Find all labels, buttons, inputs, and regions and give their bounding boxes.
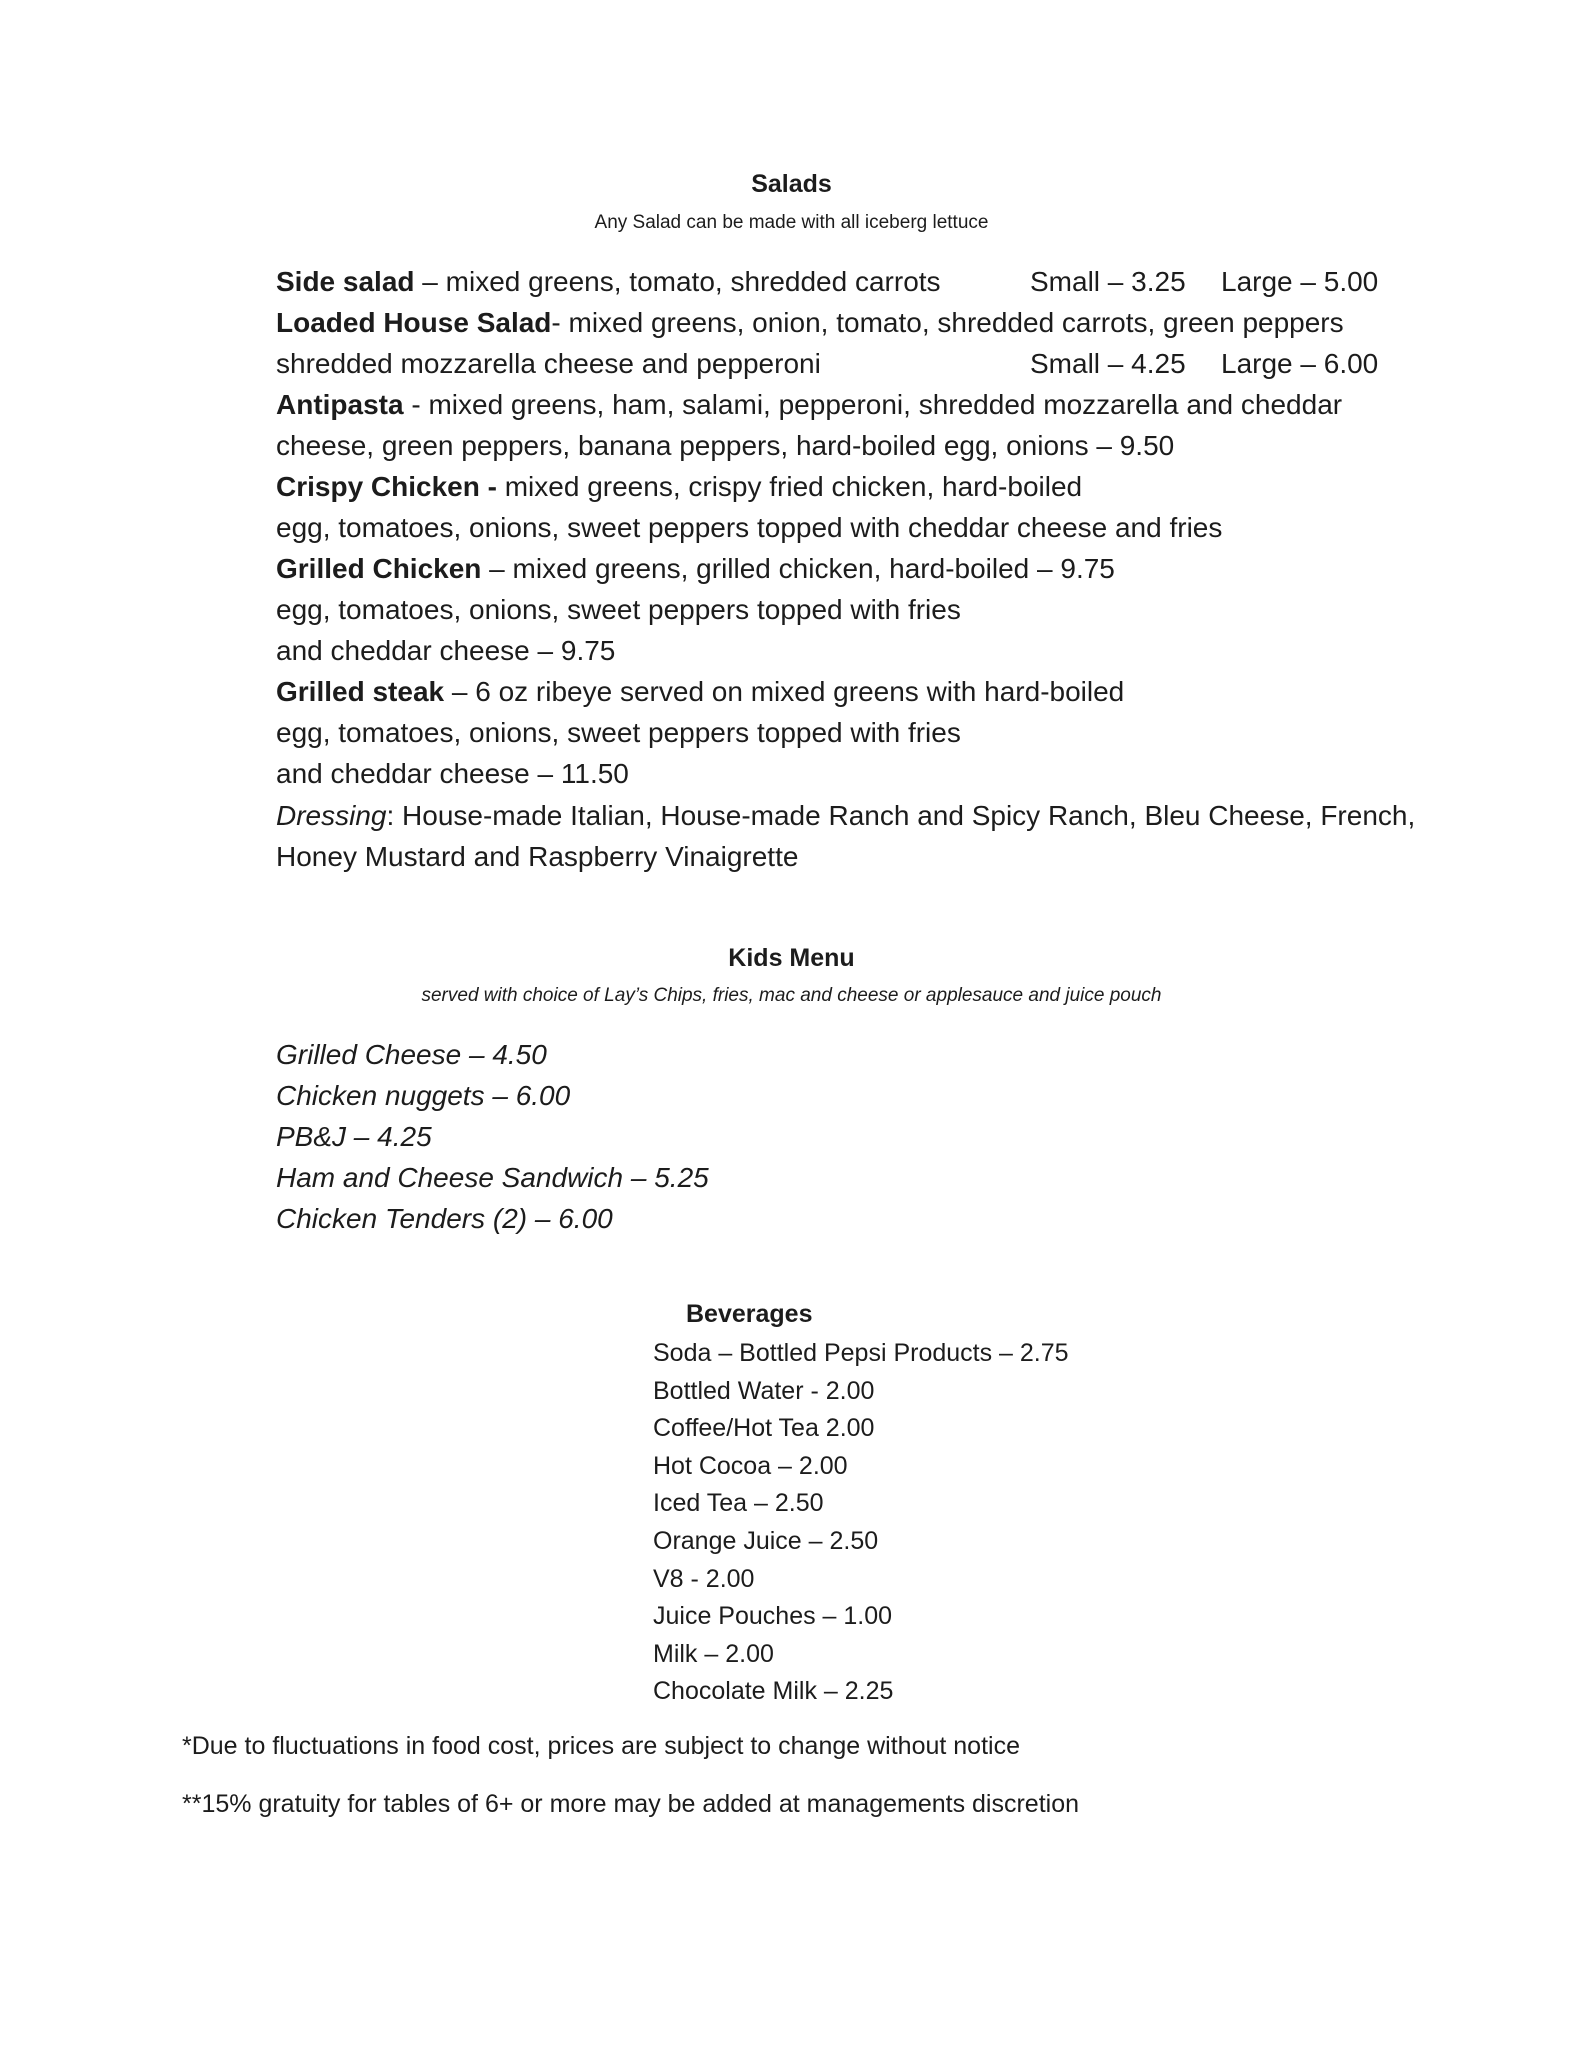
gratuity-notice: **15% gratuity for tables of 6+ or more may be added at managements discretion <box>182 1790 1080 1818</box>
beverage-item: V8 - 2.00 <box>653 1565 755 1593</box>
grilled-chicken-desc-2: egg, tomatoes, onions, sweet peppers topped with fries <box>276 594 961 625</box>
grilled-chicken-item <box>276 548 1115 589</box>
grilled-steak-desc-3: and cheddar cheese – 11.50 <box>276 758 629 789</box>
dressing-desc: : House-made Italian, House-made Ranch and Spicy Ranch, Bleu Cheese, French, <box>386 800 1416 831</box>
crispy-chicken-desc-2: egg, tomatoes, onions, sweet peppers topped with cheddar cheese and fries <box>276 512 1223 543</box>
item-name: Side salad <box>276 266 415 297</box>
beverage-item: Chocolate Milk – 2.25 <box>653 1677 894 1705</box>
price-notice: *Due to fluctuations in food cost, prices are subject to change without notice <box>182 1732 1020 1760</box>
beverage-item: Soda – Bottled Pepsi Products – 2.75 <box>653 1339 1069 1367</box>
item-desc: – 6 oz ribeye served on mixed greens with hard-boiled <box>444 676 1125 707</box>
item-desc: mixed greens, crispy fried chicken, hard-boiled <box>496 471 1083 502</box>
kids-item: Ham and Cheese Sandwich – 5.25 <box>276 1162 709 1193</box>
kids-menu-subtitle: served with choice of Lay’s Chips, fries, mac and cheese or applesauce and juice pouch <box>421 985 1162 1006</box>
beverage-item: Iced Tea – 2.50 <box>653 1489 824 1517</box>
kids-menu-title: Kids Menu <box>728 944 855 972</box>
kids-item: Grilled Cheese – 4.50 <box>276 1039 547 1070</box>
dressing-desc-2: Honey Mustard and Raspberry Vinaigrette <box>276 841 799 872</box>
item-name: Crispy Chicken - <box>276 471 497 502</box>
item-desc: - mixed greens, onion, tomato, shredded carrots, green peppers <box>551 307 1344 338</box>
beverage-item: Juice Pouches – 1.00 <box>653 1602 893 1630</box>
beverage-item: Hot Cocoa – 2.00 <box>653 1452 848 1480</box>
dressing-label: Dressing <box>276 800 387 831</box>
item-desc: - mixed greens, ham, salami, pepperoni, shredded mozzarella and cheddar <box>403 389 1343 420</box>
crispy-chicken-item <box>276 466 1082 507</box>
grilled-steak-item <box>276 671 1124 712</box>
beverage-item: Coffee/Hot Tea 2.00 <box>653 1414 875 1442</box>
salads-title: Salads <box>751 170 832 198</box>
item-name: Grilled Chicken <box>276 553 482 584</box>
beverage-item: Milk – 2.00 <box>653 1640 774 1668</box>
loaded-salad-small-price: Small – 4.25 <box>1030 348 1186 379</box>
dressing-line <box>276 795 1415 836</box>
side-salad-large-price: Large – 5.00 <box>1221 266 1379 297</box>
item-name: Grilled steak <box>276 676 445 707</box>
loaded-salad-large-price: Large – 6.00 <box>1221 348 1379 379</box>
item-name: Loaded House Salad <box>276 307 552 338</box>
kids-item: Chicken nuggets – 6.00 <box>276 1080 571 1111</box>
item-desc: – mixed greens, grilled chicken, hard-boiled – 9.75 <box>481 553 1115 584</box>
beverages-title: Beverages <box>686 1300 813 1328</box>
grilled-chicken-desc-3: and cheddar cheese – 9.75 <box>276 635 616 666</box>
kids-item: Chicken Tenders (2) – 6.00 <box>276 1203 613 1234</box>
antipasta-desc-2: cheese, green peppers, banana peppers, hard-boiled egg, onions – 9.50 <box>276 430 1175 461</box>
loaded-salad-desc-2: shredded mozzarella cheese and pepperoni <box>276 348 821 379</box>
antipasta-item <box>276 384 1342 425</box>
salads-subtitle: Any Salad can be made with all iceberg lettuce <box>594 212 989 233</box>
loaded-salad-item <box>276 302 1344 343</box>
grilled-steak-desc-2: egg, tomatoes, onions, sweet peppers topped with fries <box>276 717 961 748</box>
item-desc: – mixed greens, tomato, shredded carrots <box>414 266 941 297</box>
beverage-item: Bottled Water - 2.00 <box>653 1377 875 1405</box>
item-name: Antipasta <box>276 389 404 420</box>
side-salad-small-price: Small – 3.25 <box>1030 266 1186 297</box>
side-salad-item <box>276 261 941 302</box>
kids-item: PB&J – 4.25 <box>276 1121 432 1152</box>
beverage-item: Orange Juice – 2.50 <box>653 1527 879 1555</box>
